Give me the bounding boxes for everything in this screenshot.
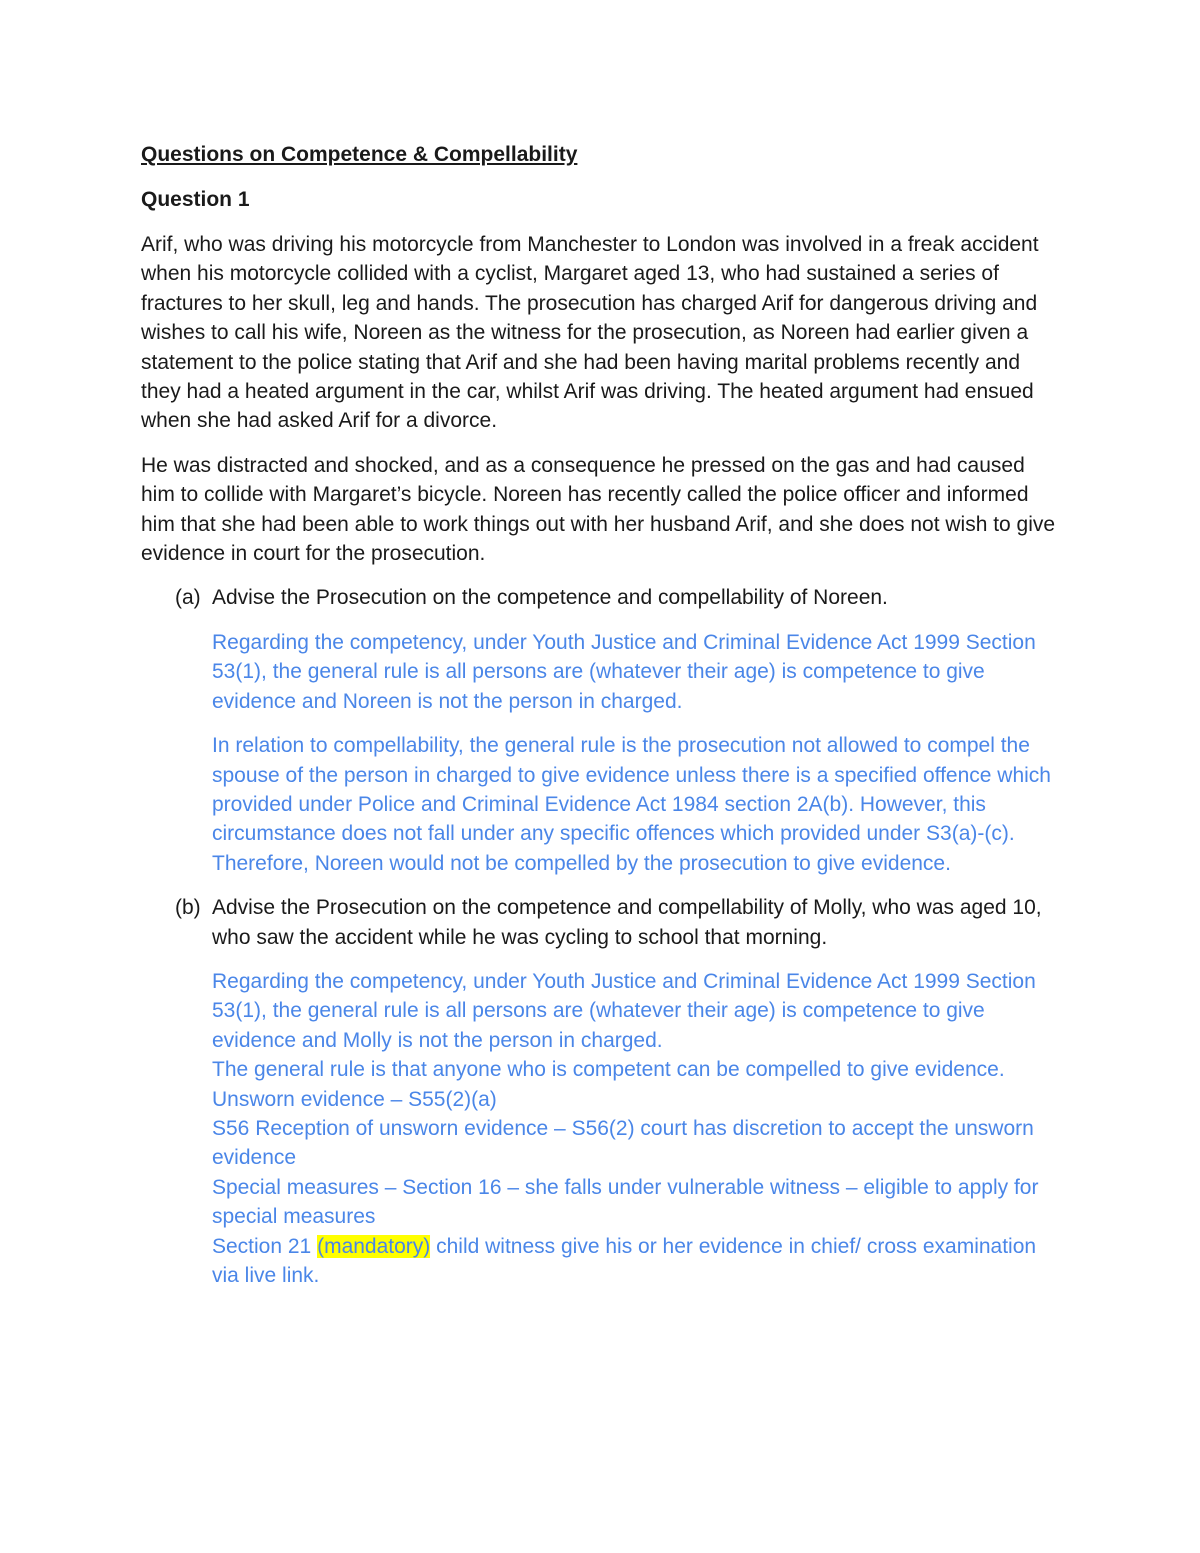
part-a-question-text: Advise the Prosecution on the competence and compellability of Noreen. bbox=[212, 586, 888, 610]
part-b-answer-unsworn: Unsworn evidence – S55(2)(a) bbox=[212, 1087, 497, 1111]
part-b-answer-reception: S56 Reception of unsworn evidence – S56(2) court has discretion to accept the unsworn evidence bbox=[212, 1116, 1034, 1170]
part-b-answer-competency: Regarding the competency, under Youth Justice and Criminal Evidence Act 1999 Section 53(1), the general rule is all persons are (whatever their age) is competence to give evidence and Molly is not the person in charged. bbox=[212, 969, 1036, 1052]
part-b-answer-special-measures: Special measures – Section 16 – she falls under vulnerable witness – eligible to apply for special measures bbox=[212, 1175, 1039, 1229]
part-b-answer-compellability: The general rule is that anyone who is competent can be compelled to give evidence. bbox=[212, 1058, 1005, 1082]
mandatory-highlight: (mandatory) bbox=[317, 1234, 431, 1258]
part-a-answer-competency: Regarding the competency, under Youth Justice and Criminal Evidence Act 1999 Section 53(1), the general rule is all persons are (whatever their age) is competence to give evidence and Noreen is not the person in charged. bbox=[212, 630, 1036, 713]
document-title: Questions on Competence & Compellability bbox=[141, 143, 578, 166]
section-21-rest: child witness give his or her evidence in chief/ cross examination via live link. bbox=[212, 1234, 1037, 1287]
part-b-question bbox=[141, 893, 1061, 952]
part-a-question bbox=[141, 583, 1061, 612]
section-21-lead: Section 21 bbox=[212, 1234, 318, 1258]
scenario-paragraph: Arif, who was driving his motorcycle from Manchester to London was involved in a freak accident when his motorcycle collided with a cyclist, Margaret aged 13, who had sustained a series of fractures to her skull, leg and hands. The prosecution has charged Arif for dangerous driving and wishes to call his wife, Noreen as the witness for the prosecution, as Noreen had earlier given a statement to the police stating that Arif and she had been having marital problems recently and they had a heated argument in the car, whilst Arif was driving. The heated argument had ensued when she had asked Arif for a divorce. bbox=[141, 233, 1039, 433]
question-heading: Question 1 bbox=[141, 188, 250, 211]
part-b-answers bbox=[141, 967, 1061, 1290]
part-b-answer-section-21 bbox=[212, 1232, 1061, 1291]
scenario-paragraph: He was distracted and shocked, and as a consequence he pressed on the gas and had caused him to collide with Margaret’s bicycle. Noreen has recently called the police officer and informed him that she had been able to work things out with her husband Arif, and she does not wish to give evidence in court for the prosecution. bbox=[141, 453, 1056, 566]
document-page bbox=[141, 140, 1061, 1290]
part-b-question-text: Advise the Prosecution on the competence and compellability of Molly, who was aged 10, who saw the accident while he was cycling to school that morning. bbox=[212, 896, 1042, 949]
part-a-marker: (a) bbox=[175, 586, 201, 610]
part-b-marker: (b) bbox=[175, 896, 201, 920]
part-a-answer-compellability: In relation to compellability, the general rule is the prosecution not allowed to compel the spouse of the person in charged to give evidence unless there is a specified offence which provided under Police and Criminal Evidence Act 1984 section 2A(b). However, this circumstance does not fall under any specific offences which provided under S3(a)-(c). Therefore, Noreen would not be compelled by the prosecution to give evidence. bbox=[212, 734, 1051, 875]
